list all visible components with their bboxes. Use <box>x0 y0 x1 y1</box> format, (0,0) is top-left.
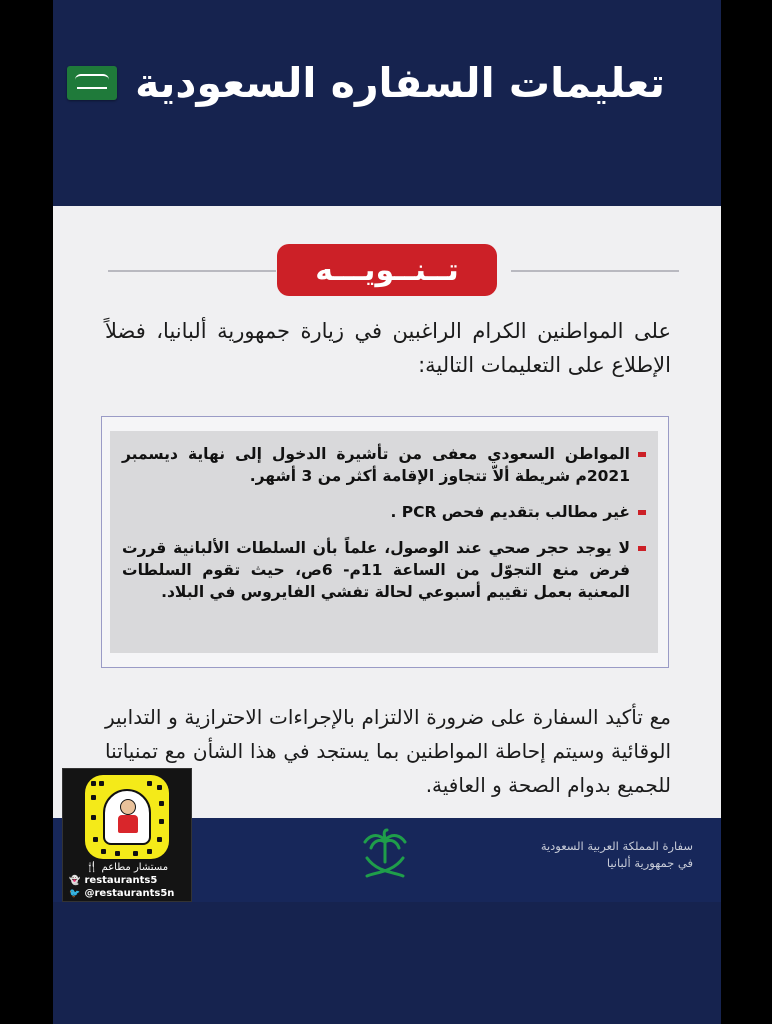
embassy-name <box>473 838 693 872</box>
instructions-list <box>110 431 658 653</box>
instruction-item <box>122 501 646 523</box>
saudi-flag-icon <box>67 66 117 100</box>
bullet-icon <box>638 546 646 551</box>
snapcode-caption: مستشار مطاعم 🍴 <box>85 862 169 873</box>
header <box>53 48 721 118</box>
twitter-handle[interactable] <box>69 888 189 900</box>
embassy-line-1: سفارة المملكة العربية السعودية <box>540 839 693 853</box>
avatar-head <box>120 799 136 815</box>
bullet-icon <box>638 452 646 457</box>
instruction-text: المواطن السعودي معفى من تأشيرة الدخول إلى نهاية ديسمبر 2021م شريطة ألاّ تتجاوز الإقامة أكثر من 3 أشهر. <box>122 445 630 485</box>
snapchat-handle[interactable] <box>69 875 189 887</box>
instruction-text: لا يوجد حجر صحي عند الوصول، علماً بأن السلطات الألبانية قررت فرض منع التجوّل من الساعة 11م- 6ص، حيث تقوم السلطات المعنية بعمل تقييم أسبوعي لحالة تفشي الفايروس في البلاد. <box>122 539 630 601</box>
twitter-icon: 🐦 <box>69 889 81 899</box>
page-title: تعليمات السفاره السعودية <box>135 58 665 107</box>
intro-text: على المواطنين الكرام الراغبين في زيارة جمهورية ألبانيا، فضلاً الإطلاع على التعليمات التالية: <box>105 319 671 377</box>
snapchat-icon: 👻 <box>69 876 81 886</box>
notice-badge: تــنــويـــه <box>277 244 497 296</box>
snapchat-handle-text: restaurants5 <box>84 875 158 886</box>
snapcode-card[interactable] <box>62 768 192 902</box>
divider-right <box>511 270 679 272</box>
bullet-icon <box>638 510 646 515</box>
instructions-box <box>101 416 669 668</box>
instruction-item <box>122 537 646 603</box>
divider-left <box>108 270 276 272</box>
twitter-handle-text: @restaurants5n <box>84 888 175 899</box>
palm-swords-emblem-icon <box>359 828 411 882</box>
snapchat-ghost-icon <box>103 789 151 845</box>
avatar-body <box>118 815 138 833</box>
snapcode[interactable] <box>85 775 169 859</box>
closing-text: مع تأكيد السفارة على ضرورة الالتزام بالإجراءات الاحترازية و التدابير الوقائية وسيتم إحاطة المواطنين بما يستجد في هذا الشأن مع تمنياتنا للجميع بدوام الصحة و العافية. <box>105 705 671 797</box>
instruction-item <box>122 443 646 487</box>
embassy-line-2: في جمهورية ألبانيا <box>606 856 693 870</box>
instruction-text: غير مطالب بتقديم فحص PCR . <box>390 503 630 521</box>
